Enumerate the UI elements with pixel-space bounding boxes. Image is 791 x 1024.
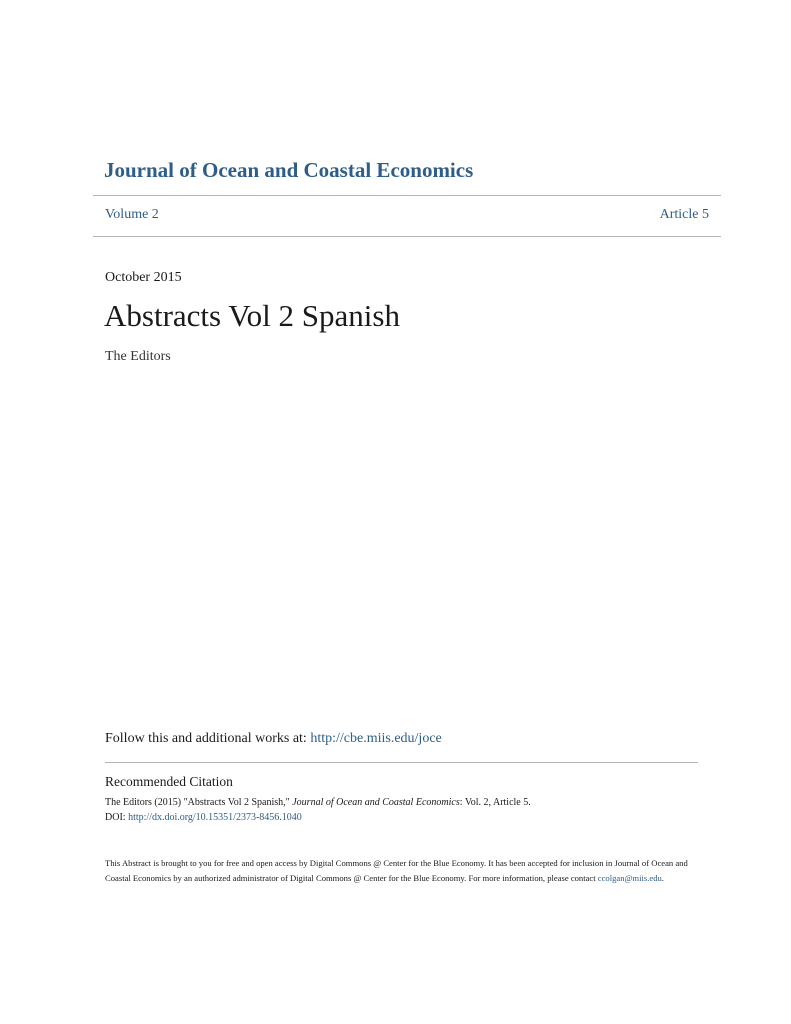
- citation-block: [105, 795, 531, 825]
- doi-label: DOI:: [105, 812, 129, 823]
- access-disclaimer: [105, 856, 705, 886]
- header-divider-top: [93, 195, 721, 196]
- contact-email-link[interactable]: ccolgan@miis.edu: [597, 873, 662, 883]
- follow-line: [105, 731, 442, 747]
- disclaimer-end: .: [661, 873, 664, 883]
- follow-link[interactable]: http://cbe.miis.edu/joce: [310, 731, 442, 746]
- article-title: Abstracts Vol 2 Spanish: [104, 298, 400, 333]
- volume-link[interactable]: Volume 2: [105, 207, 159, 222]
- citation-line: [105, 795, 531, 810]
- disclaimer-text: This Abstract is brought to you for free and open access by Digital Commons @ Center for the Blue Economy. It has been accepted for inclusion in Journal of Ocean and Coastal Economics by an authorized administrator of Digital Commons @ Center for the Blue Economy. For more information, please contact: [105, 858, 688, 883]
- citation-prefix: The Editors (2015) "Abstracts Vol 2 Spanish,": [105, 797, 293, 808]
- citation-suffix: : Vol. 2, Article 5.: [459, 797, 531, 808]
- article-link[interactable]: Article 5: [659, 207, 709, 222]
- header-divider-bottom: [93, 236, 721, 237]
- volume-article-row: [105, 207, 709, 223]
- journal-title[interactable]: Journal of Ocean and Coastal Economics: [104, 158, 474, 182]
- follow-text: Follow this and additional works at:: [105, 731, 311, 746]
- publication-date: October 2015: [105, 270, 182, 285]
- article-authors: The Editors: [105, 349, 171, 364]
- footer-divider: [105, 762, 698, 763]
- doi-link[interactable]: http://dx.doi.org/10.15351/2373-8456.1040: [128, 812, 302, 823]
- doi-line: [105, 810, 531, 825]
- citation-journal: Journal of Ocean and Coastal Economics: [292, 797, 460, 808]
- recommended-citation-heading: Recommended Citation: [105, 774, 233, 789]
